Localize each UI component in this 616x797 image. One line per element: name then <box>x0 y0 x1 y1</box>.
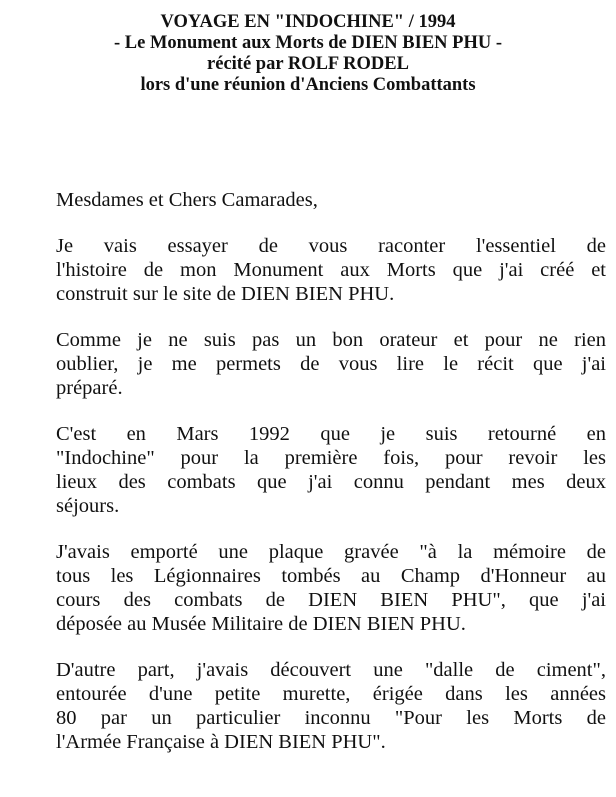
paragraph-line: entourée d'une petite murette, érigée dans les années <box>56 683 606 705</box>
document-header <box>0 12 616 96</box>
paragraph-line: Je vais essayer de vous raconter l'essentiel de <box>56 235 606 257</box>
paragraph-line: préparé. <box>56 377 123 399</box>
paragraph-line: l'Armée Française à DIEN BIEN PHU". <box>56 731 386 753</box>
paragraph-line: déposée au Musée Militaire de DIEN BIEN PHU. <box>56 613 466 635</box>
paragraph-line: 80 par un particulier inconnu "Pour les Morts de <box>56 707 606 729</box>
paragraph-3 <box>56 422 606 518</box>
paragraph-line: lieux des combats que j'ai connu pendant mes deux <box>56 471 606 493</box>
paragraph-line: D'autre part, j'avais découvert une "dalle de ciment", <box>56 659 606 681</box>
paragraph-line: construit sur le site de DIEN BIEN PHU. <box>56 283 395 305</box>
paragraph-line: séjours. <box>56 495 120 517</box>
header-reciter: récité par ROLF RODEL <box>207 54 409 74</box>
header-subtitle: - Le Monument aux Morts de DIEN BIEN PHU - <box>114 33 502 53</box>
paragraph-line: oublier, je me permets de vous lire le récit que j'ai <box>56 353 606 375</box>
paragraph-line: C'est en Mars 1992 que je suis retourné en <box>56 423 606 445</box>
paragraph-line: cours des combats de DIEN BIEN PHU", que j'ai <box>56 589 606 611</box>
header-occasion: lors d'une réunion d'Anciens Combattants <box>140 75 476 95</box>
paragraph-line: "Indochine" pour la première fois, pour revoir les <box>56 447 606 469</box>
document-body <box>56 188 606 776</box>
paragraph-line: l'histoire de mon Monument aux Morts que j'ai créé et <box>56 259 606 281</box>
paragraph-1 <box>56 234 606 306</box>
paragraph-line: tous les Légionnaires tombés au Champ d'Honneur au <box>56 565 606 587</box>
paragraph-4 <box>56 540 606 636</box>
header-title: VOYAGE EN "INDOCHINE" / 1994 <box>160 12 456 32</box>
greeting: Mesdames et Chers Camarades, <box>56 189 318 211</box>
paragraph-line: Comme je ne suis pas un bon orateur et pour ne rien <box>56 329 606 351</box>
paragraph-2 <box>56 328 606 400</box>
paragraph-line: J'avais emporté une plaque gravée "à la mémoire de <box>56 541 606 563</box>
paragraph-5 <box>56 658 606 754</box>
